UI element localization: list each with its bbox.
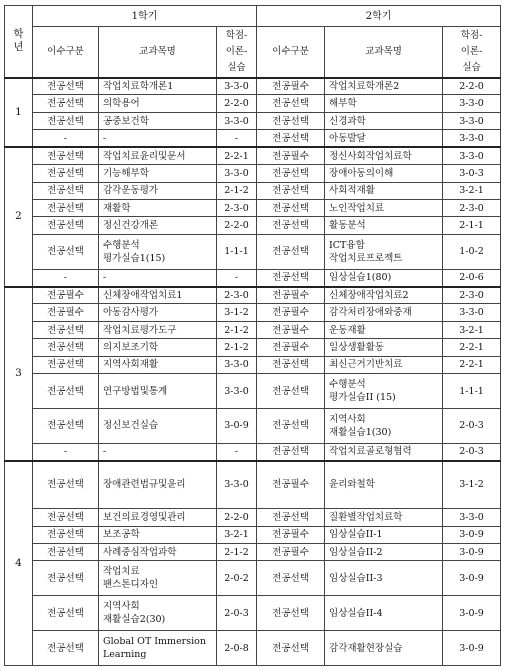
course-name-s1: 지역사회 재활실습2(30) [99, 596, 217, 631]
course-type-s1: 전공선택 [33, 509, 99, 526]
credits-s1: 2-2-0 [217, 95, 257, 112]
header-row-semesters [5, 6, 501, 27]
course-type-s1: 전공선택 [33, 147, 99, 164]
credits-s2: 3-3-0 [443, 95, 501, 112]
course-type-s1: 전공선택 [33, 596, 99, 631]
course-name-s1: 지역사회재활 [99, 356, 217, 373]
credits-s2: 3-0-9 [443, 526, 501, 543]
course-name-s1: Global OT Immersion Learning [99, 631, 217, 666]
credits-s1: 3-2-1 [217, 526, 257, 543]
credits-s2: 2-0-3 [443, 443, 501, 460]
course-type-s2: 전공선택 [257, 112, 325, 129]
course-name-s2: 임상실습II-3 [325, 561, 443, 596]
header-row-columns [5, 27, 501, 78]
course-name-s2: 노인작업치료 [325, 199, 443, 216]
course-name-s2: 수행분석 평가실습II (15) [325, 374, 443, 409]
course-name-s2: 활동분석 [325, 217, 443, 234]
table-row [5, 269, 501, 286]
course-type-s1: 전공선택 [33, 165, 99, 182]
credits-s2: 3-2-1 [443, 321, 501, 338]
course-type-s2: 전공선택 [257, 234, 325, 269]
course-name-s2: 임상실습II-1 [325, 526, 443, 543]
course-type-s2: 전공선택 [257, 443, 325, 460]
course-name-s2: 장애아동의이해 [325, 165, 443, 182]
course-name-s2: 해부학 [325, 95, 443, 112]
course-type-s1: - [33, 443, 99, 460]
credits-s1: 2-1-2 [217, 544, 257, 561]
credits-s2: 2-3-0 [443, 287, 501, 304]
credits-s2: 3-0-3 [443, 165, 501, 182]
curriculum-table [4, 5, 501, 666]
course-type-s2: 전공선택 [257, 199, 325, 216]
table-row [5, 339, 501, 356]
course-type-s2: 전공선택 [257, 182, 325, 199]
course-name-s2: 윤리와철학 [325, 461, 443, 509]
course-header-s1: 교과목명 [99, 27, 217, 78]
course-type-s1: 전공선택 [33, 561, 99, 596]
credits-s2: 2-1-1 [443, 217, 501, 234]
course-name-s1: - [99, 269, 217, 286]
credits-s1: 1-1-1 [217, 234, 257, 269]
course-type-s2: 전공선택 [257, 165, 325, 182]
credits-s2: 3-0-9 [443, 544, 501, 561]
course-type-s1: 전공선택 [33, 199, 99, 216]
credits-s1: 3-3-0 [217, 374, 257, 409]
course-name-s2: 운동재활 [325, 321, 443, 338]
course-type-s1: 전공선택 [33, 112, 99, 129]
course-type-s2: 전공선택 [257, 509, 325, 526]
course-name-s2: 임상실습1(80) [325, 269, 443, 286]
course-type-s1: 전공선택 [33, 356, 99, 373]
table-row [5, 147, 501, 164]
course-type-s1: 전공선택 [33, 339, 99, 356]
credits-s1: 3-1-2 [217, 304, 257, 321]
table-row [5, 165, 501, 182]
course-type-s1: - [33, 269, 99, 286]
course-name-s2: 정신사회작업치료학 [325, 147, 443, 164]
course-type-s2: 전공선택 [257, 217, 325, 234]
course-name-s2: ICT융합 작업치료프로젝트 [325, 234, 443, 269]
credits-s2: 3-0-9 [443, 596, 501, 631]
credits-s2: 3-3-0 [443, 304, 501, 321]
table-row [5, 287, 501, 304]
table-row [5, 182, 501, 199]
credits-s2: 3-0-9 [443, 631, 501, 666]
credits-s1: - [217, 443, 257, 460]
table-row [5, 199, 501, 216]
course-name-s1: 아동감사평가 [99, 304, 217, 321]
course-name-s1: 의지보조기학 [99, 339, 217, 356]
course-name-s2: 신체장애작업치료2 [325, 287, 443, 304]
course-name-s2: 작업치료골로형협력 [325, 443, 443, 460]
table-row [5, 78, 501, 95]
course-name-s2: 사회적재활 [325, 182, 443, 199]
course-type-s1: 전공선택 [33, 374, 99, 409]
table-row [5, 561, 501, 596]
credits-s2: 3-3-0 [443, 147, 501, 164]
course-type-s1: 전공필수 [33, 304, 99, 321]
course-type-s1: - [33, 130, 99, 147]
course-type-s1: 전공선택 [33, 217, 99, 234]
credit-header-s2: 학점- 이론- 실습 [443, 27, 501, 78]
table-row [5, 217, 501, 234]
table-body [5, 78, 501, 666]
table-row [5, 356, 501, 373]
year-label: 4 [5, 461, 33, 666]
course-type-s1: 전공선택 [33, 461, 99, 509]
course-type-s1: 전공선택 [33, 321, 99, 338]
course-type-s2: 전공선택 [257, 356, 325, 373]
table-row [5, 596, 501, 631]
credit-header-s1: 학점- 이론- 실습 [217, 27, 257, 78]
course-name-s1: 작업치료평가도구 [99, 321, 217, 338]
credits-s1: 2-3-0 [217, 287, 257, 304]
credits-s2: 3-3-0 [443, 112, 501, 129]
table-row [5, 631, 501, 666]
course-type-s2: 전공선택 [257, 631, 325, 666]
type-header-s1: 이수구분 [33, 27, 99, 78]
table-row [5, 321, 501, 338]
year-label: 1 [5, 78, 33, 148]
credits-s1: 2-3-0 [217, 199, 257, 216]
course-name-s1: 기능해부학 [99, 165, 217, 182]
course-type-s2: 전공선택 [257, 374, 325, 409]
year-label: 2 [5, 147, 33, 286]
course-type-s2: 전공필수 [257, 304, 325, 321]
table-row [5, 234, 501, 269]
course-type-s2: 전공선택 [257, 409, 325, 444]
course-type-s1: 전공선택 [33, 182, 99, 199]
credits-s2: 3-1-2 [443, 461, 501, 509]
credits-s1: 3-3-0 [217, 78, 257, 95]
credits-s2: 2-2-1 [443, 356, 501, 373]
course-name-s1: 작업치료윤리및문서 [99, 147, 217, 164]
course-type-s1: 전공선택 [33, 544, 99, 561]
course-name-s2: 작업치료학개론2 [325, 78, 443, 95]
course-type-s2: 전공필수 [257, 339, 325, 356]
course-type-s2: 전공필수 [257, 287, 325, 304]
course-name-s1: - [99, 130, 217, 147]
credits-s1: 3-3-0 [217, 356, 257, 373]
course-type-s1: 전공필수 [33, 287, 99, 304]
course-name-s2: 임상실습II-4 [325, 596, 443, 631]
course-name-s1: 보조공학 [99, 526, 217, 543]
year-header: 학 년 [5, 6, 33, 78]
course-type-s1: 전공선택 [33, 526, 99, 543]
course-name-s1: 재활학 [99, 199, 217, 216]
semester2-header: 2학기 [257, 6, 501, 27]
course-type-s2: 전공선택 [257, 561, 325, 596]
table-row [5, 443, 501, 460]
table-row [5, 544, 501, 561]
course-name-s1: 감각운동평가 [99, 182, 217, 199]
credits-s1: 3-3-0 [217, 165, 257, 182]
course-type-s2: 전공필수 [257, 544, 325, 561]
credits-s1: 2-2-0 [217, 217, 257, 234]
course-type-s1: 전공선택 [33, 234, 99, 269]
course-name-s1: 사례중심작업과학 [99, 544, 217, 561]
course-type-s2: 전공선택 [257, 95, 325, 112]
credits-s1: 2-1-2 [217, 339, 257, 356]
credits-s2: 3-3-0 [443, 509, 501, 526]
course-type-s2: 전공필수 [257, 321, 325, 338]
course-name-s2: 지역사회 재활실습1(30) [325, 409, 443, 444]
course-name-s2: 최신근거기반치료 [325, 356, 443, 373]
credits-s1: 3-3-0 [217, 461, 257, 509]
course-name-s2: 아동발달 [325, 130, 443, 147]
course-name-s1: 보건의료경영및관리 [99, 509, 217, 526]
course-name-s2: 감각처리장애와중재 [325, 304, 443, 321]
course-name-s1: 작업치료 팬스톤디자인 [99, 561, 217, 596]
course-type-s1: 전공선택 [33, 631, 99, 666]
course-name-s2: 신경과학 [325, 112, 443, 129]
table-row [5, 526, 501, 543]
credits-s2: 2-2-1 [443, 339, 501, 356]
credits-s2: 3-2-1 [443, 182, 501, 199]
credits-s1: 3-0-9 [217, 409, 257, 444]
course-type-s2: 전공필수 [257, 78, 325, 95]
course-type-s2: 전공선택 [257, 130, 325, 147]
course-name-s2: 감각재활현장실습 [325, 631, 443, 666]
table-row [5, 374, 501, 409]
credits-s1: 2-1-2 [217, 321, 257, 338]
course-type-s2: 전공필수 [257, 461, 325, 509]
year-label: 3 [5, 287, 33, 461]
table-row [5, 461, 501, 509]
credits-s2: 2-2-0 [443, 78, 501, 95]
course-name-s1: 작업치료학개론1 [99, 78, 217, 95]
course-name-s2: 질환별작업치료학 [325, 509, 443, 526]
semester1-header: 1학기 [33, 6, 257, 27]
course-type-s2: 전공선택 [257, 269, 325, 286]
course-name-s1: 장애관련법규및윤리 [99, 461, 217, 509]
course-name-s1: 공중보건학 [99, 112, 217, 129]
credits-s1: 2-1-2 [217, 182, 257, 199]
course-type-s1: 전공선택 [33, 78, 99, 95]
course-name-s1: 신체장애작업치료1 [99, 287, 217, 304]
course-type-s1: 전공선택 [33, 95, 99, 112]
credits-s2: 3-0-9 [443, 561, 501, 596]
credits-s1: 2-2-1 [217, 147, 257, 164]
table-row [5, 112, 501, 129]
type-header-s2: 이수구분 [257, 27, 325, 78]
course-name-s1: 의학용어 [99, 95, 217, 112]
credits-s1: - [217, 130, 257, 147]
course-name-s1: 정신보건실습 [99, 409, 217, 444]
table-row [5, 304, 501, 321]
course-type-s2: 전공필수 [257, 526, 325, 543]
table-row [5, 509, 501, 526]
course-header-s2: 교과목명 [325, 27, 443, 78]
credits-s2: 1-1-1 [443, 374, 501, 409]
table-row [5, 409, 501, 444]
credits-s1: 2-2-0 [217, 509, 257, 526]
credits-s2: 2-0-6 [443, 269, 501, 286]
credits-s1: 2-0-8 [217, 631, 257, 666]
course-name-s2: 일상생활활동 [325, 339, 443, 356]
credits-s1: 2-0-3 [217, 596, 257, 631]
credits-s2: 2-3-0 [443, 199, 501, 216]
course-name-s2: 임상실습II-2 [325, 544, 443, 561]
credits-s1: 3-3-0 [217, 112, 257, 129]
table-row [5, 130, 501, 147]
course-type-s1: 전공선택 [33, 409, 99, 444]
course-name-s1: 수행분석 평가실습1(15) [99, 234, 217, 269]
course-name-s1: - [99, 443, 217, 460]
table-row [5, 95, 501, 112]
course-name-s1: 정신건강개론 [99, 217, 217, 234]
course-type-s2: 전공필수 [257, 147, 325, 164]
course-type-s2: 전공선택 [257, 596, 325, 631]
credits-s2: 2-0-3 [443, 409, 501, 444]
credits-s1: 2-0-2 [217, 561, 257, 596]
credits-s1: - [217, 269, 257, 286]
credits-s2: 1-0-2 [443, 234, 501, 269]
credits-s2: 3-3-0 [443, 130, 501, 147]
course-name-s1: 연구방법및통계 [99, 374, 217, 409]
